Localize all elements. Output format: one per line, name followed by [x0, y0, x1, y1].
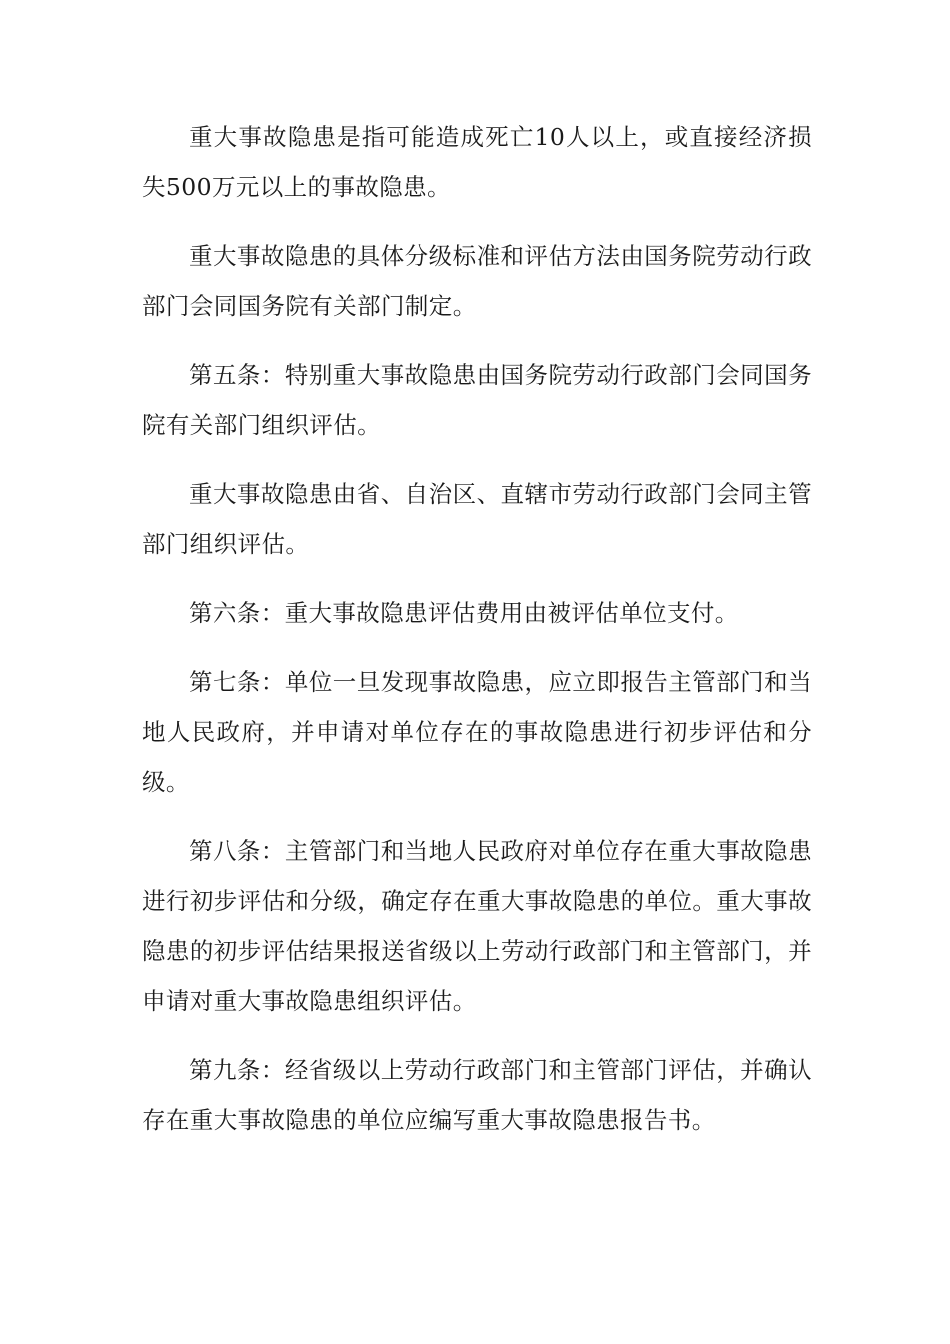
paragraph-article-9: 第九条：经省级以上劳动行政部门和主管部门评估，并确认存在重大事故隐患的单位应编写重大事故隐患报告书。	[142, 1056, 812, 1134]
paragraph-4: 重大事故隐患由省、自治区、直辖市劳动行政部门会同主管部门组织评估。	[142, 480, 812, 558]
paragraph-1: 重大事故隐患是指可能造成死亡10人以上，或直接经济损失500万元以上的事故隐患。	[142, 123, 812, 201]
document-body	[142, 112, 812, 1164]
paragraph-article-7: 第七条：单位一旦发现事故隐患，应立即报告主管部门和当地人民政府，并申请对单位存在的事故隐患进行初步评估和分级。	[142, 668, 812, 796]
paragraph-2: 重大事故隐患的具体分级标准和评估方法由国务院劳动行政部门会同国务院有关部门制定。	[142, 242, 812, 320]
paragraph-article-8: 第八条：主管部门和当地人民政府对单位存在重大事故隐患进行初步评估和分级，确定存在重大事故隐患的单位。重大事故隐患的初步评估结果报送省级以上劳动行政部门和主管部门，并申请对重大事故隐患组织评估。	[142, 837, 812, 1015]
paragraph-article-6: 第六条：重大事故隐患评估费用由被评估单位支付。	[189, 599, 739, 627]
paragraph-article-5: 第五条：特别重大事故隐患由国务院劳动行政部门会同国务院有关部门组织评估。	[142, 361, 812, 439]
